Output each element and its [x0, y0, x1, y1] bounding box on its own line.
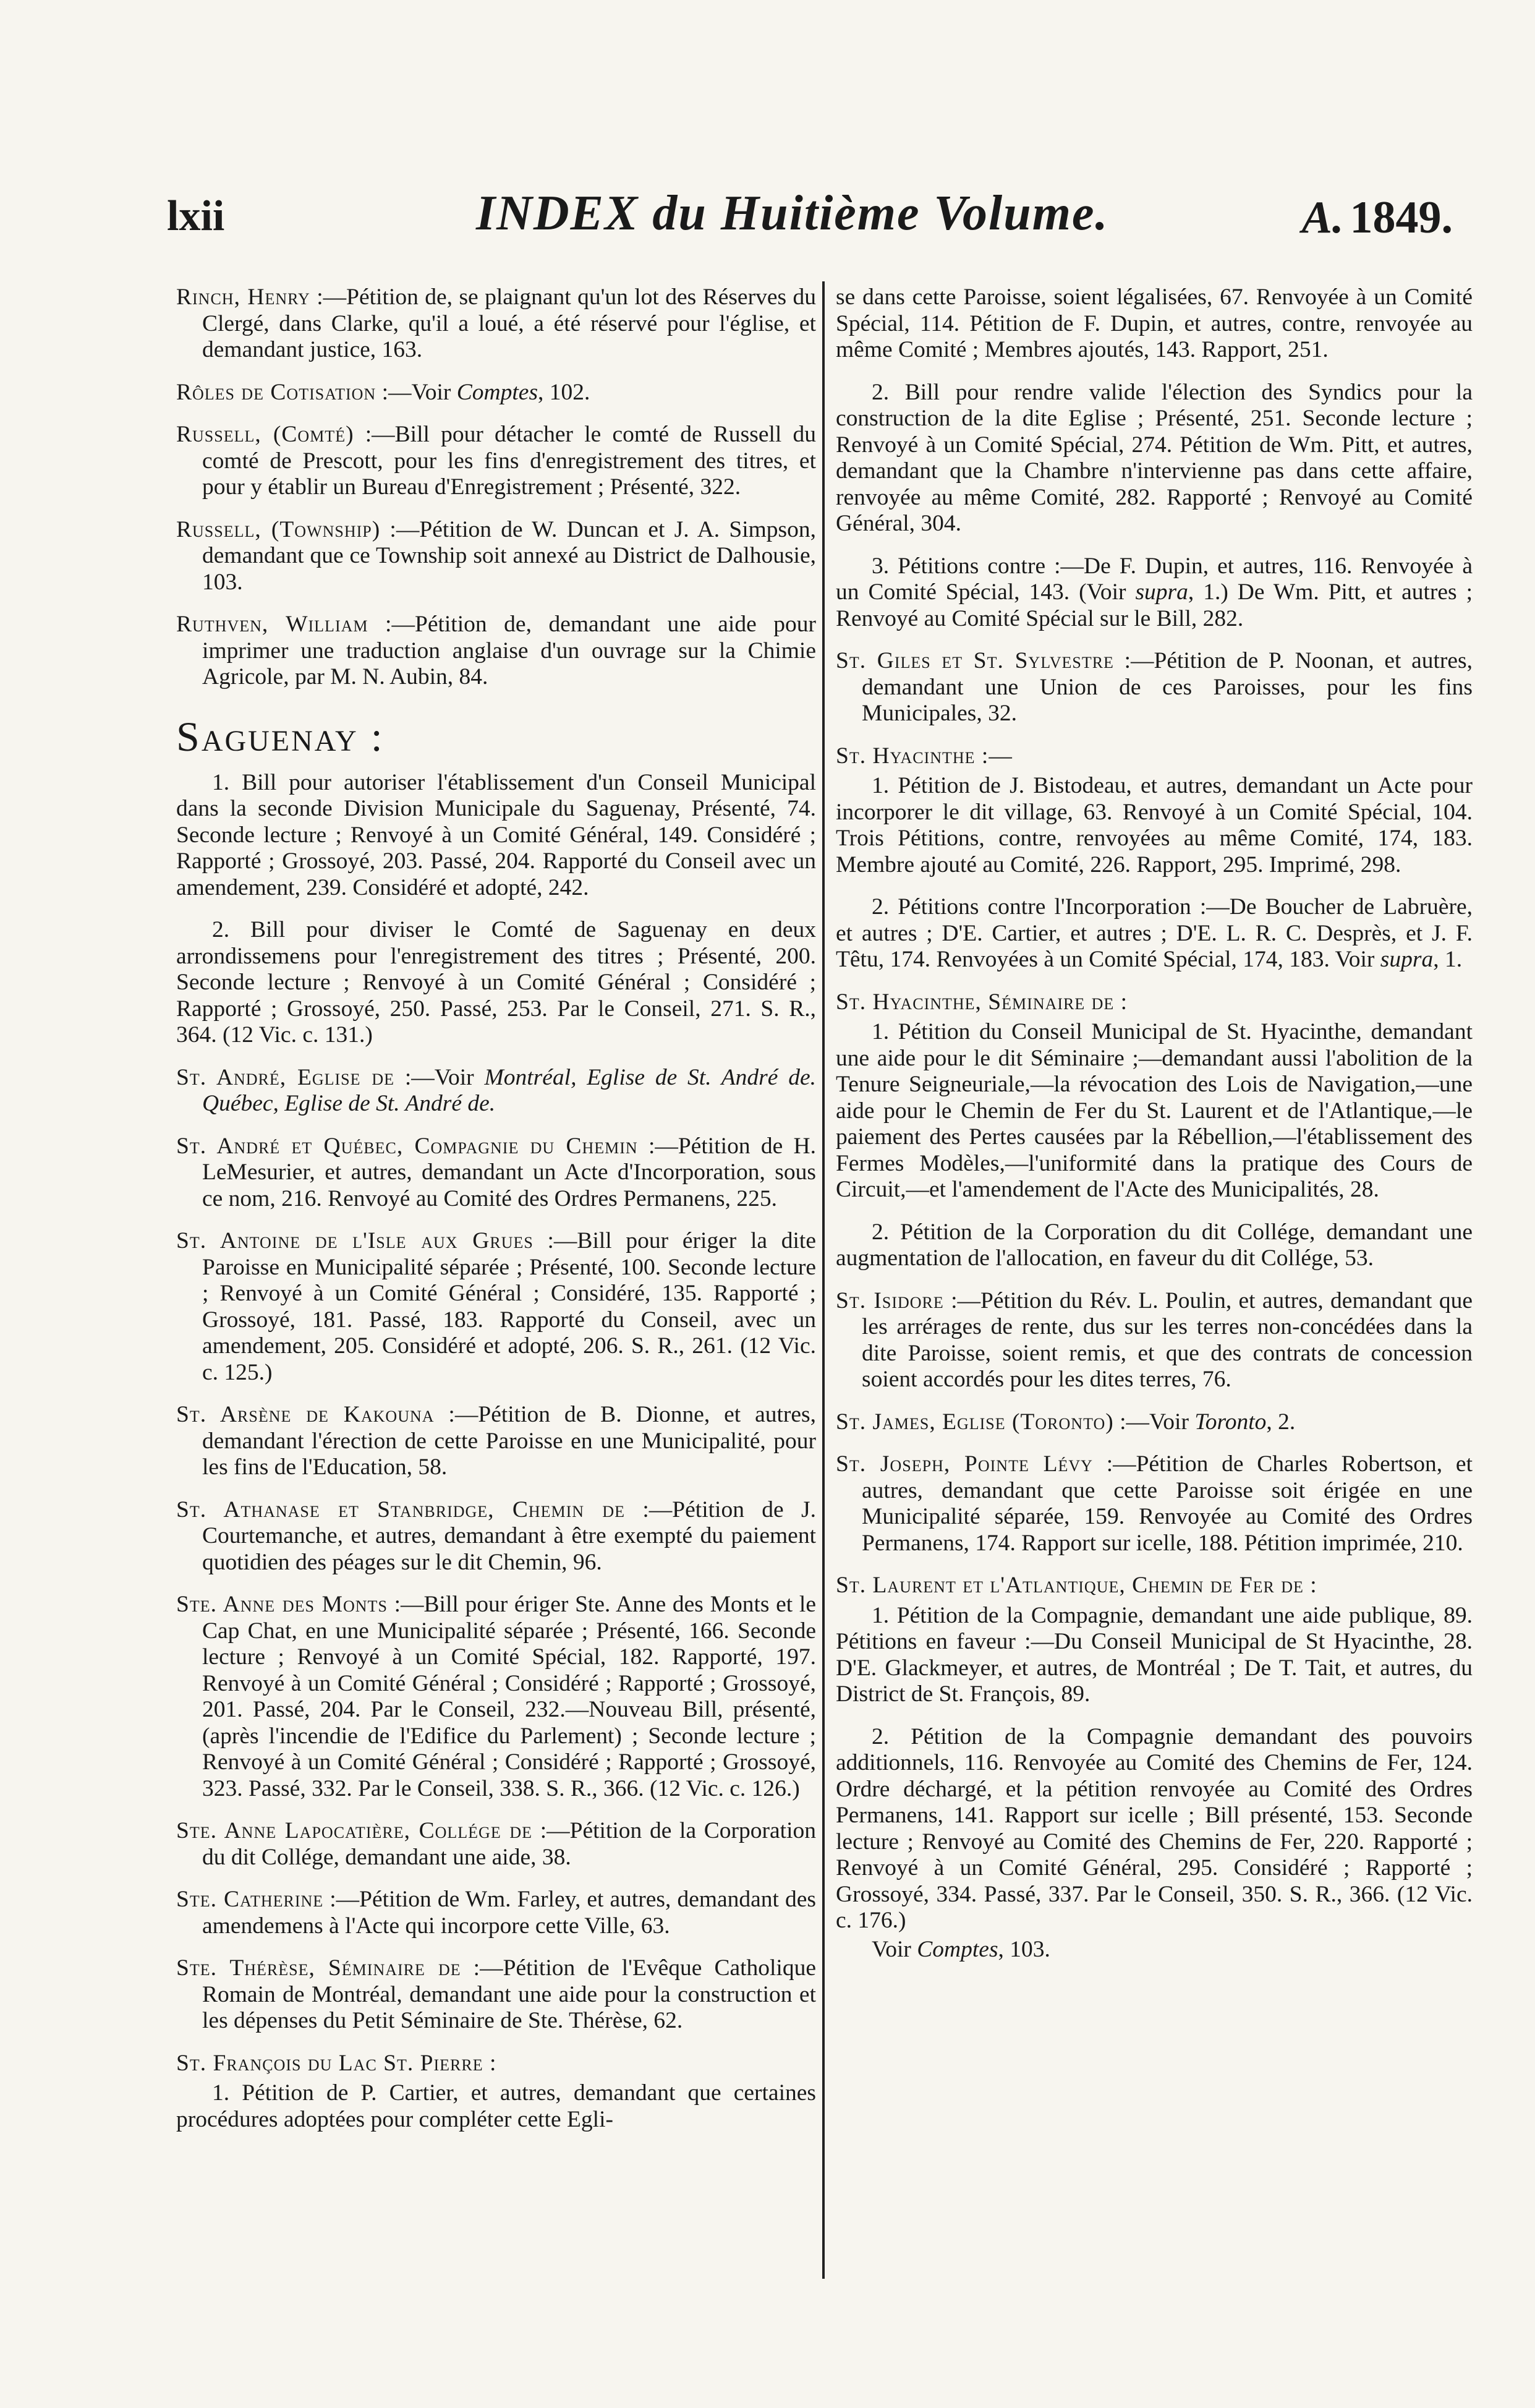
- entry-reference: supra: [1135, 579, 1188, 605]
- entry-body-end: , 1.: [1433, 947, 1463, 972]
- entry-reference: Comptes: [456, 379, 538, 405]
- entry-body: :—Bill pour détacher le comté de Russell du comté de Prescott, pour les fins d'enregistrement des titres, et pour y établir un Bureau d'Enregistrement ; Présenté, 322.: [202, 422, 816, 500]
- entry-head: St. Joseph, Pointe Lévy: [836, 1451, 1093, 1477]
- entry-head: Russell, (Comté): [176, 422, 354, 447]
- year-letter: A.: [1301, 192, 1344, 243]
- index-entry: [176, 1065, 816, 1117]
- entry-head: St. Hyacinthe, Séminaire de :: [836, 989, 1128, 1015]
- sub-entry: 2. Pétition de la Corporation du dit Collége, demandant une augmentation de l'allocation, en faveur du dit Collége, 53.: [836, 1219, 1473, 1271]
- index-entry: [836, 1409, 1473, 1436]
- column-divider: [822, 281, 825, 2279]
- sub-entry: 1. Pétition du Conseil Municipal de St. Hyacinthe, demandant une aide pour le dit Séminaire ;—demandant aussi l'abolition de la Tenure Seigneuriale,—la révocation des Lois de Navigation,—une aide pour le Chemin de Fer du St. Laurent et de l'Atlantique,—le paiement des Pertes causées par la Rébellion,—l'établissement des Fermes Modèles,—l'uniformité dans la pratique des Cours de Circuit,—et l'amendement de l'Acte des Municipalités, 28.: [836, 1019, 1473, 1202]
- entry-body: :—Voir: [394, 1064, 485, 1090]
- index-entry: [836, 1288, 1473, 1393]
- index-entry: [176, 1592, 816, 1802]
- entry-head: St. James, Eglise (Toronto): [836, 1409, 1114, 1435]
- sub-entry: [836, 894, 1473, 973]
- entry-body-end: , 1.) De Wm. Pitt, et autres ; Renvoyé au Comité Spécial sur le Bill, 282.: [836, 579, 1473, 631]
- index-entry: [176, 380, 816, 406]
- entry-body: Voir: [872, 1936, 917, 1962]
- entry-head: Ste. Catherine: [176, 1887, 324, 1912]
- entry-body: :—Pétition de Wm. Farley, et autres, demandant des amendemens à l'Acte qui incorpore cette Ville, 63.: [202, 1887, 816, 1939]
- entry-reference: supra: [1380, 947, 1434, 972]
- entry-body-end: , 102.: [538, 379, 590, 405]
- entry-body-end: , 103.: [998, 1936, 1050, 1962]
- index-entry: [176, 612, 816, 691]
- index-entry: [836, 743, 1473, 770]
- sub-entry: 2. Pétition de la Compagnie demandant des pouvoirs additionnels, 116. Renvoyée au Comité des Chemins de Fer, 124. Ordre déchargé, et la pétition renvoyée au Comité des Ordres Permanens, 141. Rapport sur icelle ; Bill présenté, 153. Seconde lecture ; Renvoyé au Comité des Chemins de Fer, 220. Rapporté ; Renvoyé à un Comité Général, 295. Considéré ; Rapporté ; Grossoyé, 334. Passé, 337. Par le Conseil, 350. S. R., 366. (12 Vic. c. 176.): [836, 1723, 1473, 1933]
- page-folio: lxii: [167, 192, 225, 240]
- entry-head: Russell, (Township): [176, 516, 381, 542]
- entry-head: St. André et Québec, Compagnie du Chemin: [176, 1133, 638, 1159]
- index-entry: [836, 1451, 1473, 1556]
- index-entry: [176, 1955, 816, 2034]
- index-entry: [836, 648, 1473, 727]
- index-entry: [176, 1887, 816, 1939]
- sub-entry: 1. Pétition de la Compagnie, demandant une aide publique, 89. Pétitions en faveur :—Du Conseil Municipal de St Hyacinthe, 28. D'E. Glackmeyer, et autres, de Montréal ; De T. Tait, et autres, du District de St. François, 89.: [836, 1602, 1473, 1707]
- index-entry: [176, 284, 816, 364]
- entry-head: St. Giles et St. Sylvestre: [836, 648, 1114, 673]
- sub-entry: 1. Pétition de P. Cartier, et autres, demandant que certaines procédures adoptées pour compléter cette Egli-: [176, 2080, 816, 2132]
- right-column: [836, 284, 1473, 1979]
- section-heading: Saguenay :: [176, 712, 385, 760]
- entry-body: :—Voir: [376, 379, 457, 405]
- entry-head: St. Laurent et l'Atlantique, Chemin de Fer de :: [836, 1573, 1317, 1598]
- index-entry: [176, 1497, 816, 1576]
- entry-reference: Montréal, Eglise de St. André de. Québec, Eglise de St. André de.: [202, 1064, 817, 1116]
- index-entry: [836, 989, 1473, 1016]
- year-number: 1849.: [1350, 192, 1453, 243]
- index-entry: [836, 1573, 1473, 1599]
- entry-head: Rôles de Cotisation: [176, 379, 376, 405]
- entry-head: St. André, Eglise de: [176, 1064, 394, 1090]
- entry-head: Ste. Thérèse, Séminaire de: [176, 1955, 461, 1981]
- entry-body: :—Pétition de J. Courtemanche, et autres, demandant à être exempté du paiement quotidien des péages sur le dit Chemin, 96.: [202, 1496, 816, 1575]
- entry-reference: Toronto: [1194, 1409, 1267, 1435]
- entry-body: :—Pétition du Rév. L. Poulin, et autres, demandant que les arrérages de rente, dus sur les terres non-concédées dans la dite Paroisse, soient remis, et que des contrats de concession soient accordés pour les dites terres, 76.: [862, 1287, 1473, 1392]
- entry-head: St. Hyacinthe :—: [836, 743, 1013, 769]
- see-also-line: [836, 1937, 1473, 1963]
- sub-entry: 1. Pétition de J. Bistodeau, et autres, demandant un Acte pour incorporer le dit village, 63. Renvoyé à un Comité Spécial, 104. Trois Pétitions, contre, renvoyées au même Comité, 174, 183. Membre ajouté au Comité, 226. Rapport, 295. Imprimé, 298.: [836, 773, 1473, 877]
- entry-head: Ste. Anne des Monts: [176, 1592, 388, 1617]
- entry-body: :—Pétition de W. Duncan et J. A. Simpson, demandant que ce Township soit annexé au District de Dalhousie, 103.: [202, 516, 817, 595]
- entry-head: Rinch, Henry: [176, 284, 310, 310]
- sub-entry: 2. Bill pour rendre valide l'élection des Syndics pour la construction de la dite Eglise ; Présenté, 251. Seconde lecture ; Renvoyé à un Comité Spécial, 274. Pétition de Wm. Pitt, et autres, demandant que la Chambre n'intervienne pas dans cette affaire, renvoyée au même Comité, 282. Rapporté ; Renvoyé au Comité Général, 304.: [836, 379, 1473, 536]
- sub-entry: 1. Bill pour autoriser l'établissement d'un Conseil Municipal dans la seconde Division Municipale du Saguenay, Présenté, 74. Seconde lecture ; Renvoyé à un Comité Général, 149. Considéré ; Rapporté ; Grossoyé, 203. Passé, 204. Rapporté du Conseil avec un amendement, 239. Considéré et adopté, 242.: [176, 769, 816, 900]
- entry-head: Ruthven, William: [176, 612, 368, 637]
- index-entry: [176, 1228, 816, 1386]
- entry-head: St. François du Lac St. Pierre :: [176, 2050, 497, 2076]
- entry-head: St. Arsène de Kakouna: [176, 1402, 435, 1427]
- entry-body: :—Pétition de B. Dionne, et autres, demandant l'érection de cette Paroisse en une Municipalité, pour les fins de l'Education, 58.: [202, 1402, 816, 1480]
- entry-head: St. Athanase et Stanbridge, Chemin de: [176, 1496, 626, 1522]
- entry-body: :—Voir: [1113, 1409, 1195, 1435]
- index-entry: [176, 2051, 816, 2077]
- entry-body: :—Pétition de Charles Robertson, et autres, demandant que cette Paroisse soit érigée en une Municipalité séparée, 159. Renvoyée au Comité des Ordres Permanens, 174. Rapport sur icelle, 188. Pétition imprimée, 210.: [862, 1451, 1473, 1556]
- page-header: [167, 186, 1453, 254]
- page-year: [1302, 192, 1453, 244]
- index-entry: [176, 422, 816, 501]
- entry-body: :—Bill pour ériger la dite Paroisse en Municipalité séparée ; Présenté, 100. Seconde lecture ; Renvoyé à un Comité Général ; Considéré, 135. Rapporté ; Grossoyé, 181. Passé, 183. Rapporté du Conseil, avec un amendement, 205. Considéré et adopté, 206. S. R., 261. (12 Vic. c. 125.): [202, 1228, 816, 1385]
- entry-body: :—Pétition de P. Noonan, et autres, demandant une Union de ces Paroisses, pour les fins Municipales, 32.: [862, 648, 1473, 726]
- continued-entry: se dans cette Paroisse, soient légalisées, 67. Renvoyée à un Comité Spécial, 114. Pétition de F. Dupin, et autres, contre, renvoyée au même Comité ; Membres ajoutés, 143. Rapport, 251.: [836, 284, 1473, 362]
- entry-reference: Comptes: [917, 1936, 998, 1962]
- index-entry: [176, 1818, 816, 1871]
- index-entry: [176, 517, 816, 596]
- left-column: [176, 284, 816, 2149]
- entry-body: :—Pétition de, se plaignant qu'un lot des Réserves du Clergé, dans Clarke, qu'il a loué, a été réservé pour l'église, et demandant justice, 163.: [202, 284, 816, 362]
- sub-entry: [836, 553, 1473, 633]
- index-entry: [176, 1134, 816, 1213]
- entry-head: St. Antoine de l'Isle aux Grues: [176, 1228, 534, 1253]
- entry-body-end: , 2.: [1266, 1409, 1296, 1435]
- entry-body: :—Pétition de H. LeMesurier, et autres, demandant un Acte d'Incorporation, sous ce nom, 216. Renvoyé au Comité des Ordres Permanens, 225.: [202, 1133, 816, 1211]
- sub-entry: 2. Bill pour diviser le Comté de Saguenay en deux arrondissemens pour l'enregistrement des titres ; Présenté, 200. Seconde lecture ; Renvoyé à un Comité Général ; Considéré ; Rapporté ; Grossoyé, 250. Passé, 253. Par le Conseil, 271. S. R., 364. (12 Vic. c. 131.): [176, 917, 816, 1048]
- entry-body: 3. Pétitions contre :—De F. Dupin, et autres, 116. Renvoyée à un Comité Spécial, 143. (Voir: [836, 553, 1473, 605]
- entry-body: :—Bill pour ériger Ste. Anne des Monts et le Cap Chat, en une Municipalité séparée ; Présenté, 166. Seconde lecture ; Renvoyé à un Comité Spécial, 182. Rapporté, 197. Renvoyé à un Comité Général ; Considéré ; Rapporté ; Grossoyé, 201. Passé, 204. Par le Conseil, 232.—Nouveau Bill, présenté, (après l'incendie de l'Edifice du Parlement) ; Seconde lecture ; Renvoyé à un Comité Général ; Considéré ; Rapporté ; Grossoyé, 323. Passé, 332. Par le Conseil, 338. S. R., 366. (12 Vic. c. 126.): [202, 1592, 816, 1801]
- index-entry: [176, 1402, 816, 1481]
- running-title: INDEX du Huitième Volume.: [476, 186, 1109, 241]
- entry-head: St. Isidore: [836, 1287, 944, 1313]
- entry-body: :—Pétition de, demandant une aide pour imprimer une traduction anglaise d'un ouvrage sur la Chimie Agricole, par M. N. Aubin, 84.: [202, 612, 816, 690]
- entry-body: :—Pétition de l'Evêque Catholique Romain de Montréal, demandant une aide pour la construction et les dépenses du Petit Séminaire de Ste. Thérèse, 62.: [202, 1955, 816, 2033]
- entry-body: 2. Pétitions contre l'Incorporation :—De Boucher de Labruère, et autres ; D'E. Cartier, et autres ; D'E. L. R. C. Desprès, et J. F. Têtu, 174. Renvoyées à un Comité Spécial, 174, 183. Voir: [836, 894, 1473, 972]
- entry-body: :—Pétition de la Corporation du dit Collége, demandant une aide, 38.: [202, 1818, 816, 1870]
- entry-head: Ste. Anne Lapocatière, Collége de: [176, 1818, 533, 1843]
